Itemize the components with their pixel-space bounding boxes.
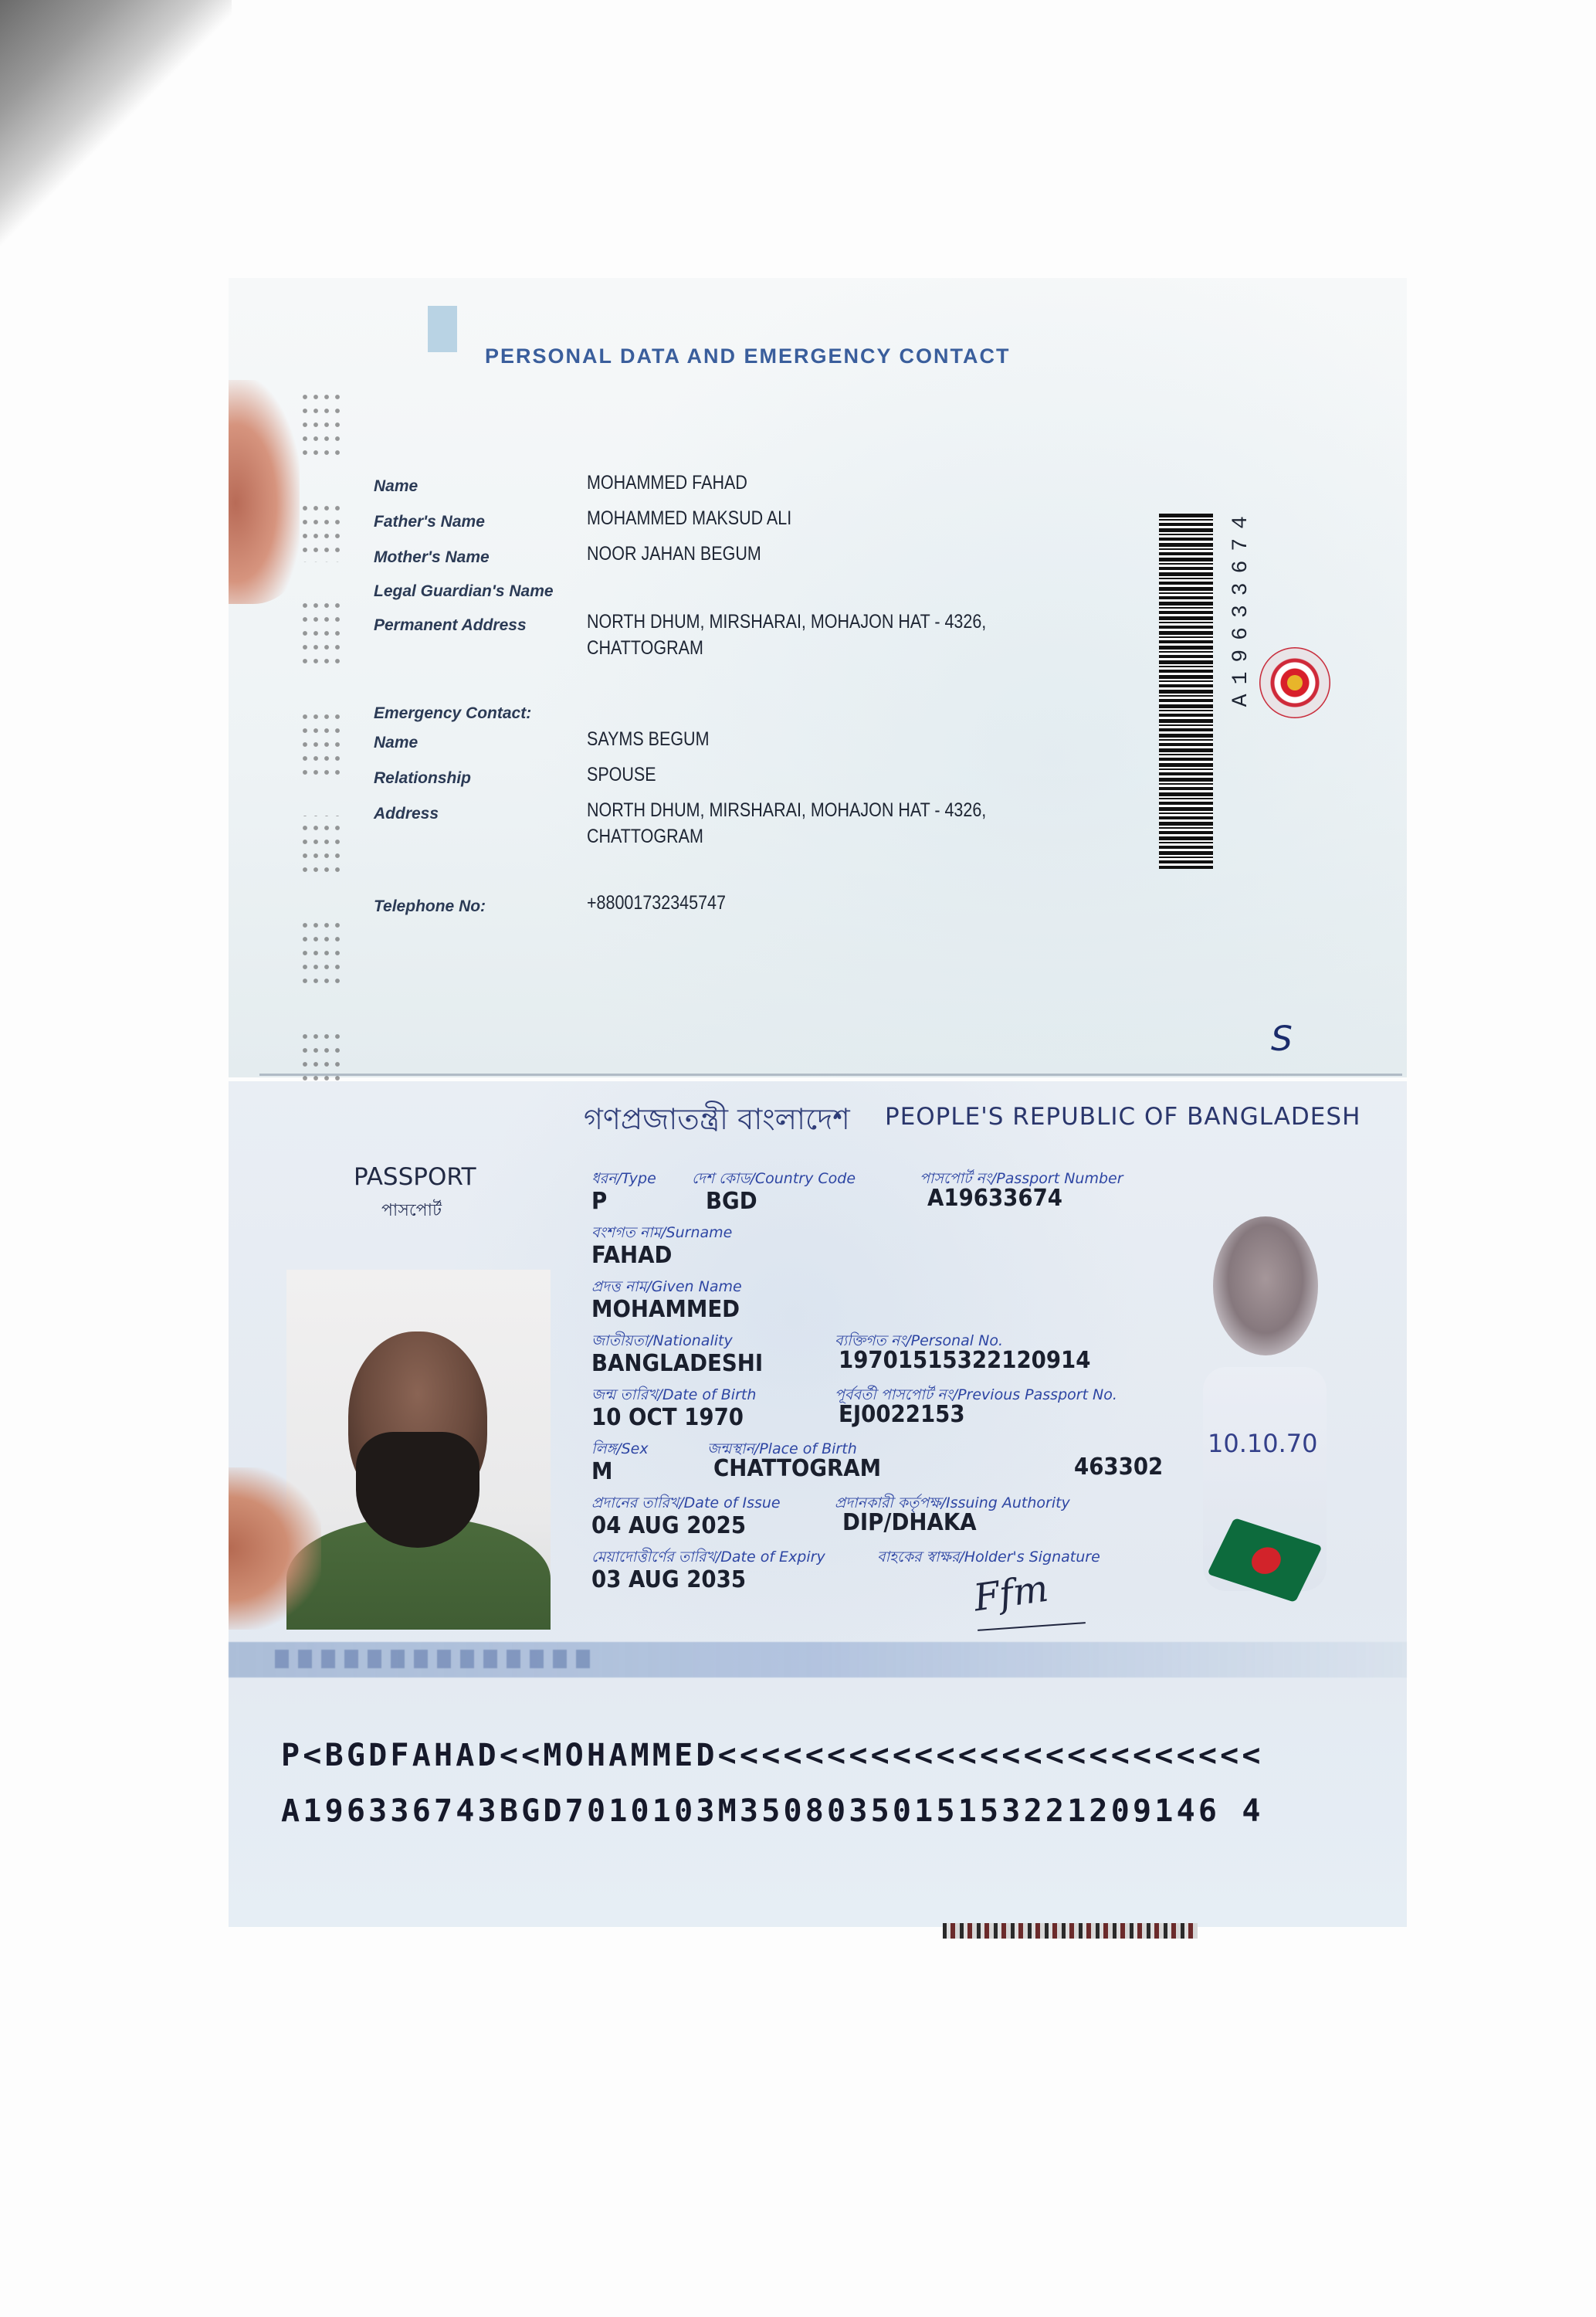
value-relationship: SPOUSE [587, 764, 656, 785]
value-mother: NOOR JAHAN BEGUM [587, 543, 761, 565]
label-place-of-birth: জন্মস্থান/Place of Birth [707, 1440, 857, 1457]
value-nationality: BANGLADESHI [591, 1350, 764, 1377]
paper-corner-shadow [0, 0, 247, 371]
value-date-of-issue: 04 AUG 2025 [591, 1512, 747, 1539]
label-passport-number: পাসপোর্ট নং/Passport Number [920, 1170, 1123, 1187]
value-sex: M [591, 1458, 613, 1485]
ghost-date: 10.10.70 [1208, 1429, 1318, 1458]
value-type: P [591, 1188, 608, 1215]
value-emergency-name: SAYMS BEGUM [587, 728, 710, 750]
label-nationality: জাতীয়তা/Nationality [591, 1332, 733, 1349]
value-passport-number: A19633674 [927, 1185, 1063, 1212]
label-date-of-issue: প্রদানের তারিখ/Date of Issue [591, 1494, 781, 1511]
security-strip [229, 1642, 1407, 1678]
document-title-bengali: পাসপোর্ট [381, 1201, 442, 1220]
value-address: NORTH DHUM, MIRSHARAI, MOHAJON HAT - 4326, CHATTOGRAM [587, 611, 987, 659]
label-date-of-birth: জন্ম তারিখ/Date of Birth [591, 1386, 757, 1403]
value-date-of-expiry: 03 AUG 2035 [591, 1566, 747, 1593]
label-type: ধরন/Type [591, 1170, 656, 1187]
holder-photo [286, 1270, 551, 1630]
label-issuing-authority: প্রদানকারী কর্তৃপক্ষ/Issuing Authority [835, 1494, 1070, 1511]
label-address: Permanent Address [374, 616, 527, 634]
holder-signature: Ffm [971, 1566, 1052, 1620]
country-name-english: PEOPLE'S REPUBLIC OF BANGLADESH [885, 1103, 1361, 1131]
value-telephone: +88001732345747 [587, 892, 726, 914]
label-previous-passport: পূর্ববর্তী পাসপোর্ট নং/Previous Passport No. [835, 1386, 1117, 1403]
document-title: PASSPORT [354, 1163, 476, 1191]
mrz-line-1: P<BGDFAHAD<<MOHAMMED<<<<<<<<<<<<<<<<<<<<<<<<< [281, 1738, 1264, 1773]
personal-data-page [229, 278, 1407, 1077]
label-country-code: দেশ কোড/Country Code [692, 1170, 856, 1187]
label-telephone: Telephone No: [374, 897, 486, 915]
value-name: MOHAMMED FAHAD [587, 472, 747, 494]
label-relationship: Relationship [374, 769, 472, 787]
ghost-photo [1213, 1216, 1318, 1355]
value-issuing-authority: DIP/DHAKA [842, 1509, 977, 1536]
label-date-of-expiry: মেয়াদোত্তীর্ণের তারিখ/Date of Expiry [591, 1549, 825, 1566]
value-country-code: BGD [706, 1188, 757, 1215]
label-surname: বংশগত নাম/Surname [591, 1224, 733, 1241]
label-given-name: প্রদত্ত নাম/Given Name [591, 1278, 742, 1295]
country-name-bengali: গণপ্রজাতন্ত্রী বাংলাদেশ [584, 1102, 850, 1136]
label-personal-no: ব্যক্তিগত নং/Personal No. [835, 1332, 1004, 1349]
value-date-of-birth: 10 OCT 1970 [591, 1404, 744, 1431]
value-given-name: MOHAMMED [591, 1296, 740, 1323]
passport-data-page [229, 1081, 1407, 1927]
label-name: Name [374, 477, 418, 495]
value-surname: FAHAD [591, 1242, 673, 1269]
page-tab [428, 306, 457, 352]
label-holder-signature: বাহকের স্বাক্ষর/Holder's Signature [877, 1549, 1100, 1566]
signature-underline [978, 1622, 1086, 1631]
barcode-number: A19633674 [1229, 507, 1253, 707]
bottom-edge-bar [943, 1923, 1198, 1939]
label-emergency-address: Address [374, 805, 439, 823]
barcode [1159, 514, 1213, 869]
government-seal-icon [1259, 647, 1330, 718]
page-title: PERSONAL DATA AND EMERGENCY CONTACT [485, 344, 1011, 368]
value-personal-no: 19701515322120914 [839, 1347, 1091, 1374]
value-reference-number: 463302 [1074, 1454, 1164, 1481]
label-emergency: Emergency Contact: [374, 704, 532, 722]
label-emergency-name: Name [374, 734, 418, 751]
finger-bottom [229, 1467, 321, 1630]
value-father: MOHAMMED MAKSUD ALI [587, 507, 792, 529]
label-sex: লিঙ্গ/Sex [591, 1440, 649, 1457]
value-previous-passport: EJ0022153 [839, 1401, 965, 1428]
label-mother: Mother's Name [374, 548, 490, 566]
value-emergency-address: NORTH DHUM, MIRSHARAI, MOHAJON HAT - 4326, CHATTOGRAM [587, 799, 987, 847]
passport-scan [229, 278, 1407, 1927]
initial-mark: ꓢ [1271, 1020, 1293, 1058]
page-fold [259, 1074, 1402, 1076]
finger-top [229, 380, 300, 604]
label-guardian: Legal Guardian's Name [374, 582, 554, 600]
label-father: Father's Name [374, 513, 485, 531]
mrz-line-2: A196336743BGD7010103M3508035015153221209146 4 [281, 1793, 1264, 1829]
value-place-of-birth: CHATTOGRAM [713, 1455, 882, 1482]
